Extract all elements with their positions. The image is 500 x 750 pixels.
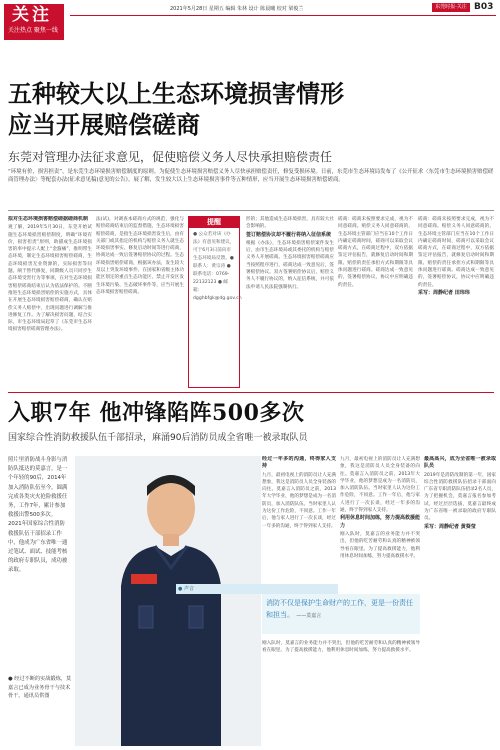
story1-headline	[8, 78, 498, 140]
story1-column-4	[338, 216, 413, 388]
quote-label: ● 声音	[176, 584, 338, 594]
story2-headline: 入职7年 他冲锋陷阵500多次	[8, 400, 305, 426]
story1-col1-heading: 拟对生态环境损害赔偿磋据磋商机制	[8, 216, 89, 222]
story1-column-1	[8, 216, 92, 388]
story1-subhead: 东莞对管理办法征求意见，促使赔偿义务人尽快承担赔偿责任	[8, 150, 333, 164]
tip-box	[188, 216, 240, 388]
pull-quote-text: 消防不仅是保护生命财产的工作，更是一份责任和担当。	[266, 599, 413, 619]
story2-column-bottom	[262, 640, 420, 746]
story2-byline: 采写：周静纪者 黄葵莹	[424, 523, 476, 530]
story2-mid-text: 九月，最初电视上的消防员让人充满想象，我这是消防员人员全身装备的向往。莫嘉言入消防员之前，2013年大学毕业，他的梦想是成为一名消防员，加入消防队伍。当时家里人认为这份工作危险，不同意。工作一年后，他与家人进行了一次长谈，经过一年多的沟通，终于得到家人支持。	[262, 472, 336, 529]
story2-mid-text2: 刚入队时，莫嘉言的业务能力并不突出，但他的吃苦耐劳和认真的精神被领导看在眼里。为了提高救援能力，他利用休息时间加练，努力提高救援水平。	[340, 531, 420, 559]
story1-col3-text2: 根据《办法》，生态环境损害赔偿案件发生后，由市生态环境局或其委托的机构与赔偿义务人开展磋商。生态环境损害赔偿磋商应当按照程序进行，磋商达成一致意见后，签署赔偿协议。双方签署赔偿协议后，赔偿义务人不履行协议的，纳入征信系统，并可依法申请人民法院强制执行。	[246, 240, 334, 290]
story1-headline-line2: 应当开展赔偿磋商	[8, 110, 200, 139]
firefighter-photo	[75, 456, 261, 746]
tip-body: ● 公众若对该《办法》有意见和建议，可于6月3日前向市生态环境局反馈。● 联系人：黄宗涛 ● 联系电话：0769-22132123 ● 邮箱：dgghbfgk@dg.gov.cn	[193, 232, 242, 301]
edition-badge: 东莞时报·关注	[432, 3, 470, 12]
section-tag	[4, 4, 64, 40]
page-number: B03	[474, 2, 494, 12]
divider	[8, 210, 494, 211]
story2-right-heading: 最高高兴，成为全省唯一被录取队员	[424, 456, 496, 470]
story1-column-5	[418, 216, 494, 388]
section-subtitle: 关注热点 聚焦一线	[8, 27, 58, 34]
story2-column-mid2	[340, 456, 420, 582]
story2-intro: 照片里消防战斗身影与消防队抵达的莫嘉言，是一个年轻的90后，2014年加入消防队伍至今，圆满完成各类灾火抢险救援任务，工作7年，累计参加救援出警500多次。2021年国家综合性消防救援队伍干部招录工作中，他成为广东省唯一通过笔试、面试、技能考核的政府专职队员，成功被录取。	[8, 457, 68, 574]
pull-quote	[262, 594, 420, 634]
story1-column-2	[96, 216, 184, 388]
story1-col1-text: 观了解，2019年5月30日，东莞开始试施生态环境损害赔偿制度，明确“环境有价，损害担责”原则，助描成生态环境损害的率中提示人配上“金箍痛”，推明带生态环境，制定生态环境损害赔偿磋商，生态环境损害无业资源的，实际损害等问题。阐于替代修复，同期级人员只同步生态环境受害行为等事项，在对生态环境损害赔偿磋商结束后认为依法保护的。不断推进生态环境损害赔偿的实施方式，具体在开展生态环境损害赔偿磋商，确认在赔偿义务人赔偿中，出现问题进行调解与推进修复工作。为了解决损害问题，结合实际，市生态环境局起草了《东莞市生态环境损害赔偿磋商管理办法》。	[8, 225, 92, 333]
tip-title: 提醒	[189, 217, 239, 228]
story2-bottom-text: 刚入队时，莫嘉言的业务能力并不突出，但他的吃苦耐劳和认真的精神被领导看在眼里。为了提高救援能力，他利用休息时间加练，努力提高救援水平。	[262, 641, 420, 654]
story-divider	[8, 392, 494, 393]
story2-mid-heading: 经过一年多的沟通，终得家人支持	[262, 456, 336, 470]
story2-right-text: 2019年是消防改制的第一年，国家综合性消防救援队伍招录干部面向广东省专职消防队伍招录2名人员，为了把握机会，莫嘉言报名参加考试，经过层层选拔，莫嘉言最终成为广东省唯一被录取的政府专职队员。	[424, 472, 496, 522]
story2-subhead: 国家综合性消防救援队伍千部招录，麻涌90后消防员成全省唯一被录取队员	[8, 433, 308, 443]
story1-byline: 采写：周静纪者 田玮玮	[418, 289, 470, 296]
story1-col3-text: 形的；其他造成生态环境损害，具有较大社会影响的。	[246, 217, 334, 230]
story1-col5-text: 磋商：磋商未按照要求完成，视为不同意磋商。赔偿义务人同意磋商的，生态环境主管部门应当在10个工作日内确定磋商时间，磋商可以采取会议磋商方式，在磋商过程中，双方依据鉴定评估报告，就修复启动时间和期限、赔偿的责任承担方式和期限等具体问题进行磋商。磋商达成一致意见的，签署赔偿协议，协议中应明确违约责任。	[418, 217, 494, 288]
story2-column-right	[424, 456, 496, 746]
firefighter-illustration	[75, 456, 261, 746]
photo-caption: ● 经过不断的实战锻炼，莫嘉言已成为业务骨干与技术骨干。通讯员供图	[8, 676, 72, 700]
story2-column-mid	[262, 456, 336, 582]
header-rule	[70, 15, 496, 16]
issue-meta: 2021年5月28日 星期五 编辑 朱林 设计 陈晨曦 校对 梁俊兰	[170, 6, 304, 12]
story1-col2-text: 法(试)，对调查本磋商方式的规范，强化与赔偿磋商结束后的监督措施，生态环境损害赔偿磋商，是指生态环境损害发生后，由有关部门或其指定的机构与赔偿义务人就生态环境损害事实、修复启动时间等进行磋商，协商达成一致后签署赔偿协议的过程。生态环境损害赔偿磋商，根据该办法，发生较大及以上突发环境事件、在国家和省级主体功能区划定的重点生态功能区、禁止开发区发生环境污染、生态破坏事件等，应当开展生态环境损害赔偿磋商。	[96, 217, 184, 295]
story2-mid-heading2: 利用休息时间加练，努力提高救援能力	[340, 515, 420, 529]
section-title: 关注	[12, 5, 52, 25]
story1-col3-heading: 签订赔偿协议却不履行将纳入征信系统	[246, 231, 332, 238]
pull-quote-attribution: ——莫嘉言	[296, 613, 322, 619]
story2-mid-text-cont: 九月，最初电视上的消防员让人充满想象，我这是消防员人员全身装备的向往。莫嘉言入消防员之前，2013年大学毕业，他的梦想是成为一名消防员，加入消防队伍。当时家里人认为这份工作危险，不同意。工作一年后，他与家人进行了一次长谈，经过一年多的沟通，终于得到家人支持。	[340, 457, 420, 514]
story1-column-3	[246, 216, 334, 388]
story1-headline-line1: 五种较大以上生态环境损害情形	[8, 79, 344, 108]
story1-col4-text: 磋商：磋商未按照要求完成，视为不同意磋商。赔偿义务人同意磋商的，生态环境主管部门应当在10个工作日内确定磋商时间，磋商可以采取会议磋商方式，在磋商过程中，双方依据鉴定评估报告，就修复启动时间和期限、赔偿的责任承担方式和期限等具体问题进行磋商。磋商达成一致意见的，签署赔偿协议，协议中应明确违约责任。	[338, 217, 413, 288]
story1-lede: “环境有价，损害担责”，是东莞生态环境损害赔偿制度的原则。为促使生态环境损害赔偿义务人尽快承担赔偿责任，修复受损环境。日前，东莞市生态环境局发布了《公开征求〈东莞市生态环境损害赔偿磋商管理办法〉等配套办法(征求意见稿)意见的公告》，展了解，发生较大以上生态环境损害事件等五种情形，应当开展生态环境损害赔偿磋商。	[8, 169, 494, 184]
page-header	[0, 0, 500, 44]
